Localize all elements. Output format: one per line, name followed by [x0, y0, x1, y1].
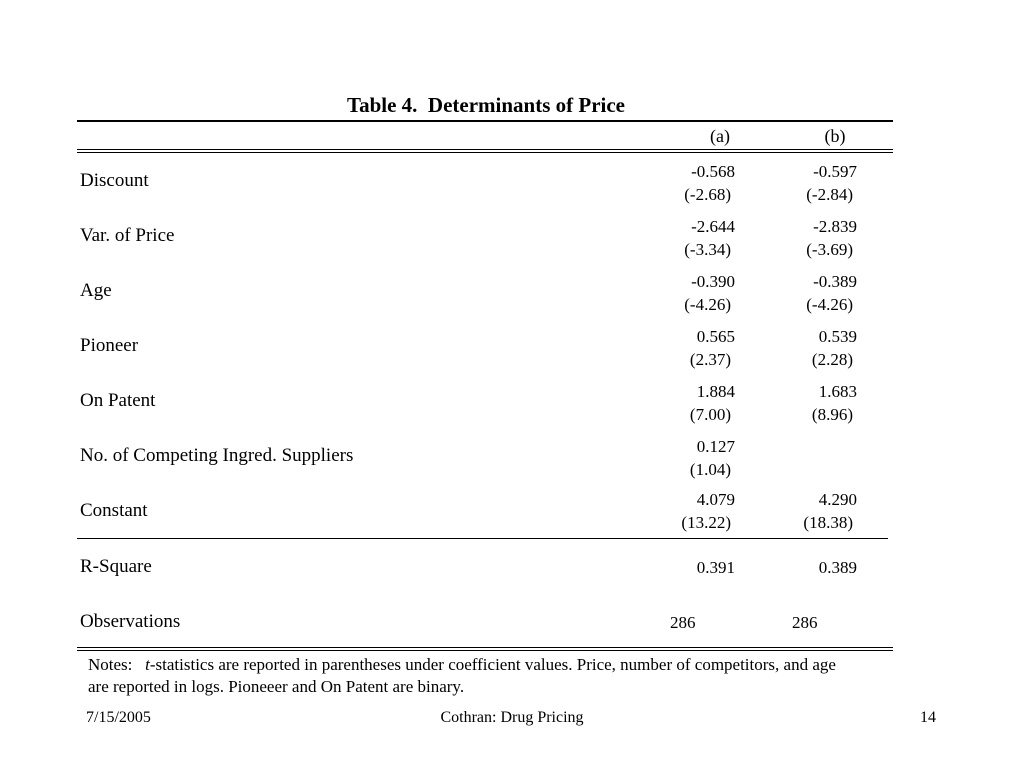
- row-label: Discount: [80, 170, 149, 191]
- footer-page-number: 14: [920, 709, 936, 726]
- tstat-b: (8.96): [811, 405, 853, 424]
- tstat-b: (-2.84): [806, 185, 853, 204]
- row-label: No. of Competing Ingred. Suppliers: [80, 445, 354, 466]
- row-label: Var. of Price: [80, 225, 175, 246]
- table-notes: [88, 654, 848, 698]
- tstat-a: (2.37): [689, 350, 731, 369]
- coef-a: 4.079: [696, 490, 735, 509]
- notes-prefix: Notes:: [88, 655, 133, 674]
- row-label: Pioneer: [80, 335, 139, 356]
- column-header-b: (b): [824, 126, 846, 146]
- tstat-b: (-3.69): [806, 240, 853, 259]
- tstat-a: (-3.34): [684, 240, 731, 259]
- top-rule: [77, 120, 893, 122]
- coef-b: -0.597: [813, 162, 857, 181]
- coef-b: -0.389: [813, 272, 857, 291]
- tstat-b: (2.28): [811, 350, 853, 369]
- coef-a: -0.390: [691, 272, 735, 291]
- coef-b: -2.839: [813, 217, 857, 236]
- coef-b: 4.290: [818, 490, 857, 509]
- row-label: Age: [80, 280, 112, 301]
- footer-title: Cothran: Drug Pricing: [440, 709, 584, 726]
- rsquare-a: 0.391: [696, 558, 735, 577]
- coef-a: -2.644: [691, 217, 735, 236]
- rsquare-b: 0.389: [818, 558, 857, 577]
- tstat-a: (13.22): [681, 513, 731, 532]
- coef-a: 0.565: [696, 327, 735, 346]
- tstat-a: (7.00): [689, 405, 731, 424]
- coef-a: -0.568: [691, 162, 735, 181]
- tstat-a: (-4.26): [684, 295, 731, 314]
- coef-b: 0.539: [818, 327, 857, 346]
- coef-b: 1.683: [818, 382, 857, 401]
- notes-t-italic: t: [145, 655, 150, 674]
- coef-a: 0.127: [696, 437, 735, 456]
- rsquare-label: R-Square: [80, 556, 152, 577]
- tstat-a: (1.04): [689, 460, 731, 479]
- coef-a: 1.884: [696, 382, 735, 401]
- footer-date: 7/15/2005: [86, 709, 151, 726]
- column-header-a: (a): [710, 126, 730, 146]
- observations-label: Observations: [80, 611, 181, 632]
- bottom-rule: [77, 647, 893, 651]
- header-rule: [77, 149, 893, 153]
- observations-b: 286: [792, 613, 818, 632]
- observations-a: 286: [670, 613, 696, 632]
- table-title: Table 4. Determinants of Price: [346, 93, 625, 117]
- tstat-b: (18.38): [803, 513, 853, 532]
- tstat-b: (-4.26): [806, 295, 853, 314]
- stats-rule: [77, 538, 888, 539]
- tstat-a: (-2.68): [684, 185, 731, 204]
- notes-text: -statistics are reported in parentheses under coefficient values. Price, number of competitors, and age are reported in logs. Pioneeer and On Patent are binary.: [88, 655, 836, 696]
- row-label: Constant: [80, 500, 148, 521]
- row-label: On Patent: [80, 390, 156, 411]
